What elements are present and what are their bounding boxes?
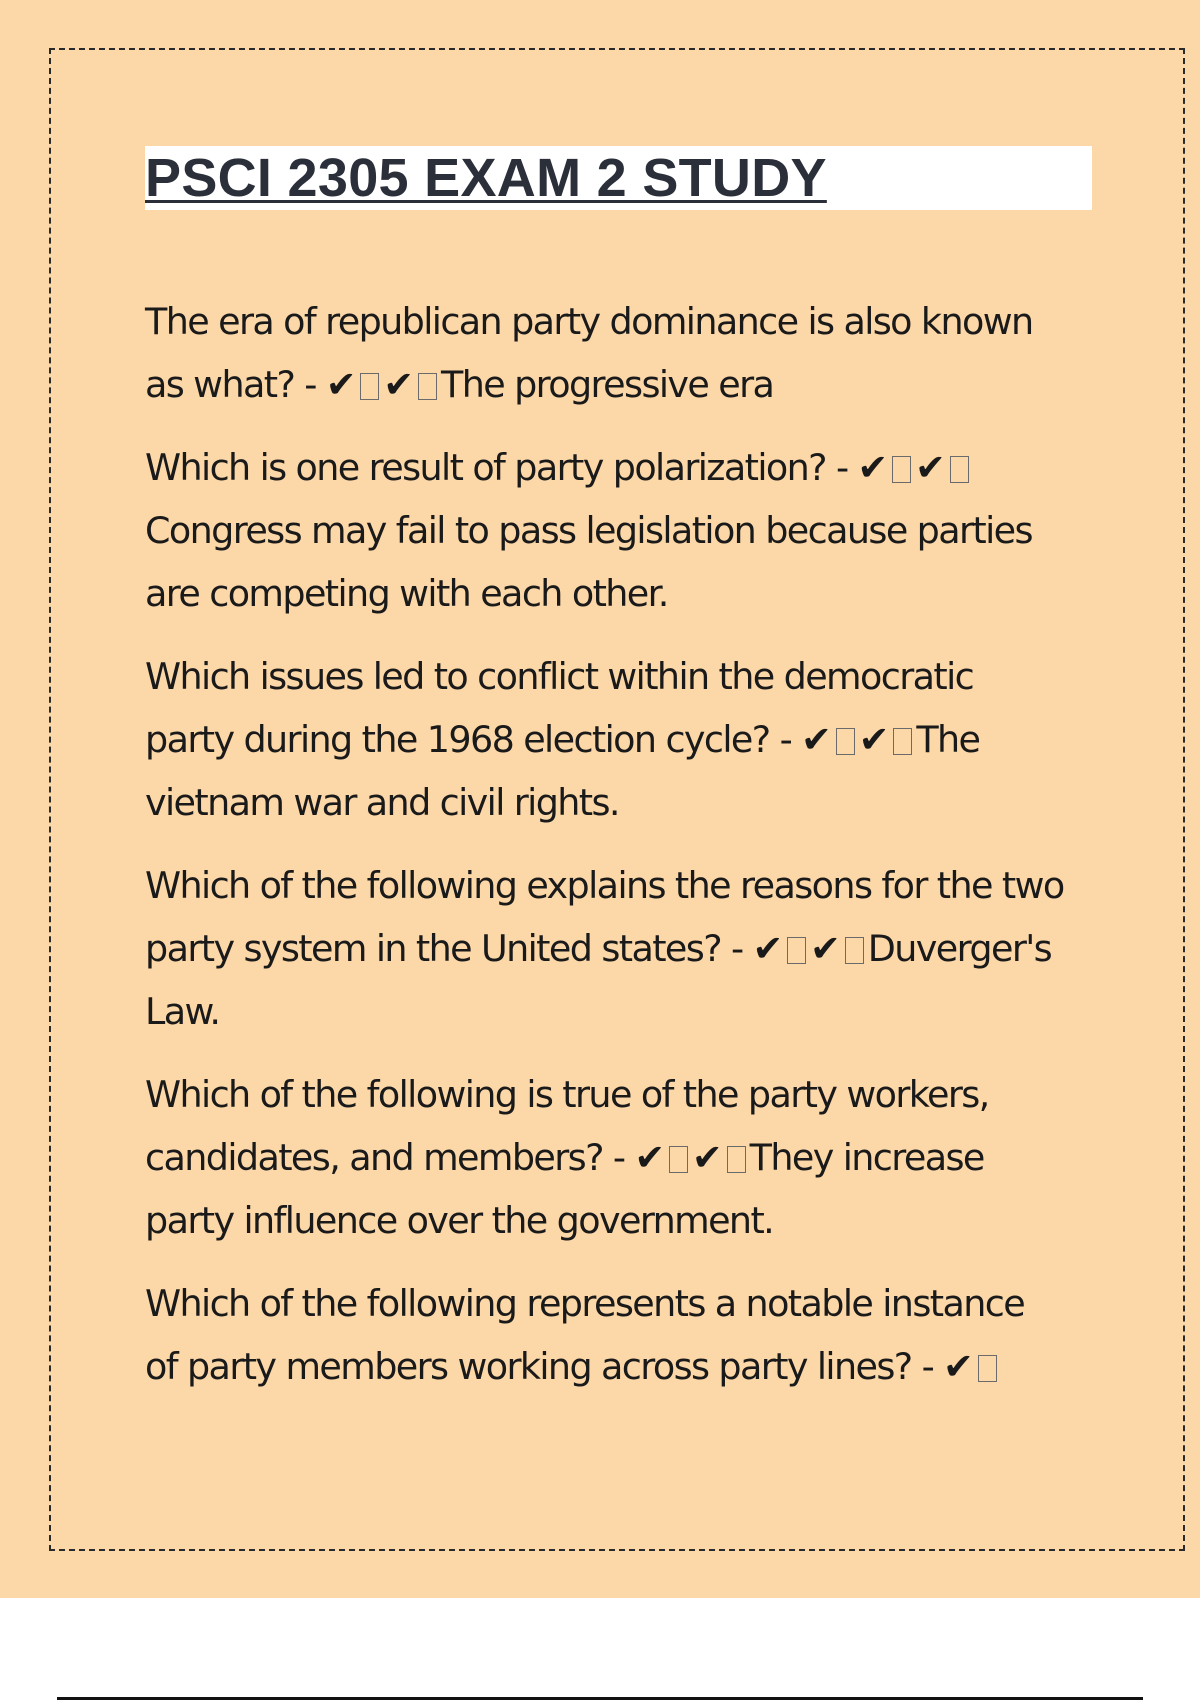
question-text: The era of republican party dominance is also known as what? [145,300,1033,406]
empty-box-icon [787,937,806,964]
question-text: Which of the following is true of the party workers, candidates, and members? [145,1073,989,1179]
document-title: PSCI 2305 EXAM 2 STUDY [145,148,827,208]
check-mark-icon: ✔ [692,1136,723,1179]
check-mark-icon: ✔ [801,718,832,761]
check-mark-icon: ✔ [810,927,841,970]
separator: - [294,363,326,406]
empty-box-icon [418,373,437,400]
check-mark-icon: ✔ [858,718,890,761]
question-text: Which of the following represents a notable instance of party members working across party lines? [145,1282,1025,1388]
question-text: Which issues led to conflict within the democratic party during the 1968 election cycle? [145,655,974,761]
check-mark-icon: ✔ [915,446,946,489]
empty-box-icon [892,456,911,483]
qa-item [145,1272,1065,1398]
answer-text: Congress may fail to pass legislation because parties are competing with each other. [145,509,1032,615]
empty-box-icon [727,1146,746,1173]
empty-box-icon [845,937,864,964]
qa-item [145,1063,1065,1252]
question-text: Which of the following explains the reasons for the two party system in the United states? [145,864,1064,970]
empty-box-icon [669,1146,688,1173]
empty-box-icon [950,456,969,483]
qa-item [145,854,1065,1043]
empty-box-icon [836,728,855,755]
qa-item [145,290,1065,416]
separator: - [720,927,753,970]
qa-item [145,645,1065,834]
answer-text: The vietnam war and civil rights. [145,718,980,824]
question-answer-list [145,290,1065,1418]
check-mark-icon: ✔ [857,446,889,489]
empty-box-icon [893,728,912,755]
check-mark-icon: ✔ [383,363,414,406]
answer-text: The progressive era [441,363,774,406]
separator: - [769,718,802,761]
check-mark-icon: ✔ [634,1136,666,1179]
separator: - [825,446,858,489]
answer-text: Duverger's Law. [145,927,1052,1033]
qa-item [145,436,1065,625]
empty-box-icon [360,373,379,400]
check-mark-icon: ✔ [943,1345,974,1388]
check-mark-icon: ✔ [752,927,784,970]
separator: - [911,1345,944,1388]
check-mark-icon: ✔ [325,363,357,406]
separator: - [602,1136,635,1179]
answer-text: They increase party influence over the government. [145,1136,984,1242]
empty-box-icon [978,1355,997,1382]
question-text: Which is one result of party polarization? [145,446,826,489]
